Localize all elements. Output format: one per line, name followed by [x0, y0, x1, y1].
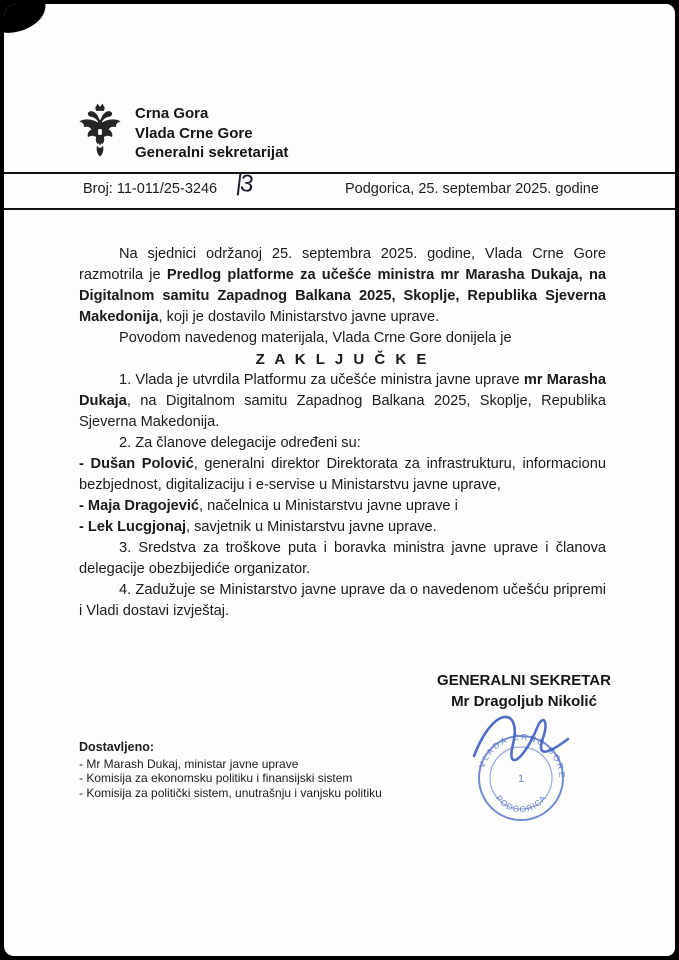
delegate-item-1 — [79, 454, 606, 496]
stamp-center-text: 1 — [517, 773, 525, 785]
distribution-item: - Komisija za politički sistem, unutrašnju i vanjsku politiku — [79, 785, 382, 800]
item1-text-2: , na Digitalnom samitu Zapadnog Balkana 2025, Skoplje, Republika Sjeverna Makedonija. — [79, 393, 606, 430]
header-rule-bottom — [4, 208, 675, 210]
place-and-date: Podgorica, 25. septembar 2025. godine — [345, 181, 599, 197]
conclusion-item-1 — [79, 370, 606, 433]
official-stamp — [436, 698, 606, 830]
conclusion-item-4: 4. Zadužuje se Ministarstvo javne uprave da o navedenom učešću pripremi i Vladi dostavi izvještaj. — [79, 582, 606, 619]
letterhead — [135, 104, 288, 163]
signature-name: Mr Dragoljub Nikolić — [451, 693, 597, 710]
delegate3-name-bold: - Lek Lucgjonaj — [79, 519, 187, 535]
item1-text-1: 1. Vlada je utvrdila Platformu za učešće ministra javne uprave — [119, 372, 524, 388]
delegate2-role: , načelnica u Ministarstvu javne uprave i — [199, 498, 458, 514]
delegate1-name-bold: - Dušan Polović — [79, 456, 194, 472]
document-body — [79, 244, 606, 622]
letterhead-department: Generalni sekretarijat — [135, 144, 289, 161]
stamp-top-text: VLADA CRNE GORE — [476, 731, 568, 780]
delegate3-role: , savjetnik u Ministarstvu javne uprave. — [186, 519, 437, 535]
conclusion-item-2: 2. Za članove delegacije određeni su: — [119, 435, 361, 451]
document-number: Broj: 11-011/25-3246 — [83, 181, 218, 197]
svg-text:PODGORICA — [494, 793, 549, 815]
minister-name-bold: mr Marasha Dukaja — [79, 372, 606, 409]
intro-text-1: Na sjednici održanoj 25. septembra 2025. godine, Vlada Crne Gore razmotrila je — [79, 246, 606, 283]
scan-corner-artifact — [4, 4, 48, 34]
paragraph-intro — [79, 244, 606, 328]
letterhead-country: Crna Gora — [135, 105, 209, 122]
delegate2-name-bold: - Maja Dragojević — [79, 498, 200, 514]
distribution-title: Dostavljeno: — [79, 740, 155, 754]
delegate1-role: , generalni direktor Direktorata za infrastrukturu, informacionu bezbjednost, digitalizaciju i e-servise u Ministarstvu javne uprave, — [79, 456, 606, 493]
coat-of-arms-icon — [76, 101, 124, 161]
distribution-list — [79, 740, 382, 800]
signature-title: GENERALNI SEKRETAR — [437, 672, 611, 689]
delegate-item-3 — [79, 517, 606, 538]
handwritten-copy-number: |3 — [234, 169, 254, 198]
letterhead-government: Vlada Crne Gore — [135, 124, 253, 142]
proposal-title-bold: Predlog platforme za učešće ministra mr Marasha Dukaja, na Digitalnom samitu Zapadnog Balkana 2025, Skoplje, Republika Sjeverna Makedonija — [79, 267, 606, 325]
document-page — [4, 4, 675, 956]
intro-text-2: , koji je dostavilo Ministarstvo javne uprave. — [158, 309, 440, 325]
stamp-bottom-text: PODGORICA — [493, 792, 549, 815]
paragraph-lead-in: Povodom navedenog materijala, Vlada Crne Gore donijela je — [119, 330, 512, 346]
delegate-item-2 — [79, 496, 606, 517]
stamp-circle — [476, 732, 567, 820]
conclusions-title: Z A K L J U Č K E — [255, 351, 430, 368]
distribution-item: - Komisija za ekonomsku politiku i finansijski sistem — [79, 771, 353, 785]
conclusion-item-3: 3. Sredstva za troškove puta i boravka ministra javne uprave i članova delegacije obezbijediće organizator. — [79, 540, 606, 577]
header-rule-top — [4, 172, 675, 174]
distribution-item: - Mr Marash Dukaj, ministar javne uprave — [79, 756, 299, 771]
